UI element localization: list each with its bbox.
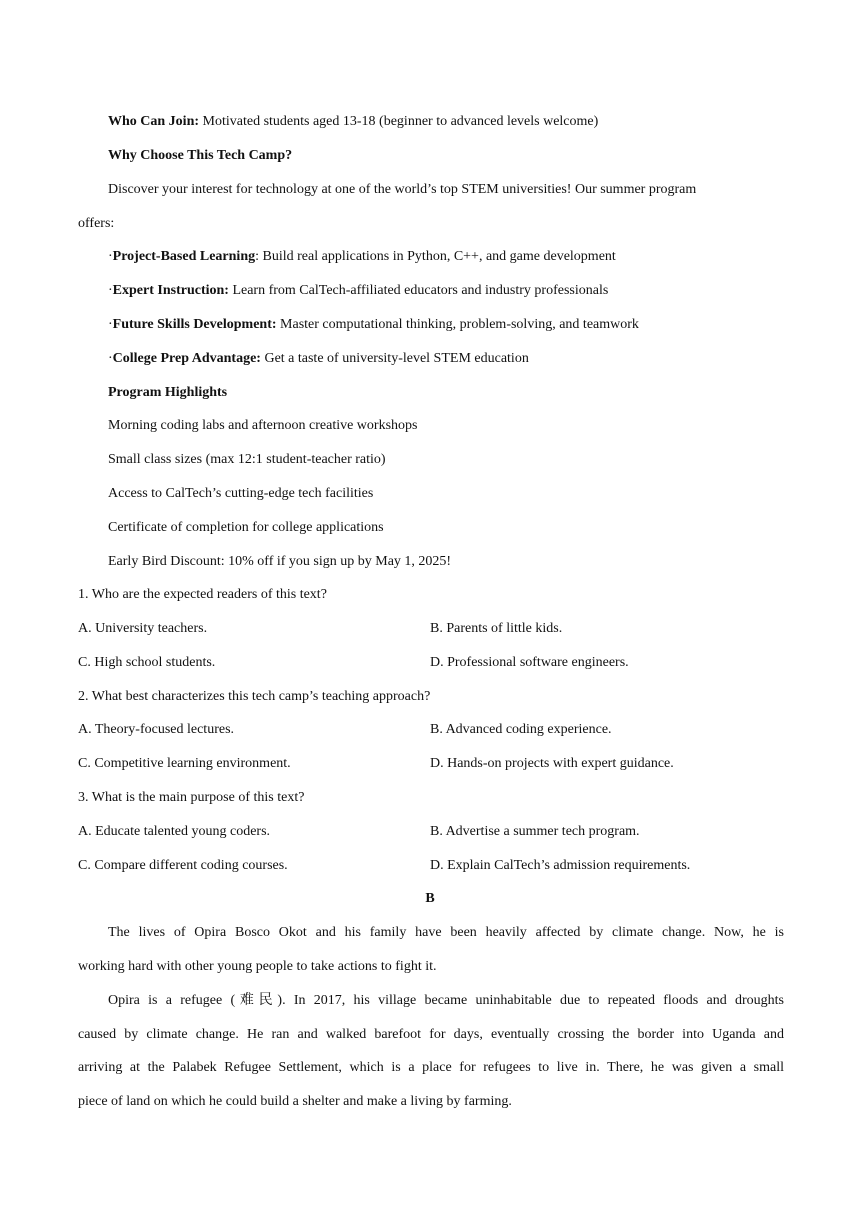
highlight-item: Morning coding labs and afternoon creative workshops <box>108 418 418 433</box>
who-can-join <box>108 112 598 132</box>
bullet-label: College Prep Advantage: <box>112 351 261 366</box>
question-2-option-c[interactable]: C. Competitive learning environment. <box>78 756 291 771</box>
paragraph-2-line-3: arriving at the Palabek Refugee Settlement, which is a place for refugees to live in. There, he was given a small <box>78 1060 784 1075</box>
early-bird-note: Early Bird Discount: 10% off if you sign up by May 1, 2025! <box>108 554 452 569</box>
question-2-option-a[interactable]: A. Theory-focused lectures. <box>78 722 235 737</box>
paragraph-2-line-4: piece of land on which he could build a shelter and make a living by farming. <box>78 1094 512 1109</box>
paragraph-1-line-2: working hard with other young people to take actions to fight it. <box>78 959 437 974</box>
bullet-text: Get a taste of university-level STEM education <box>260 351 529 366</box>
bullet-item <box>108 247 616 267</box>
highlight-item: Small class sizes (max 12:1 student-teacher ratio) <box>108 452 386 467</box>
section-heading-b: B <box>425 891 435 906</box>
highlight-item: Certificate of completion for college applications <box>108 520 384 535</box>
question-2-stem: 2. What best characterizes this tech camp’s teaching approach? <box>78 689 431 704</box>
paragraph-2-line-1: Opira is a refugee (难民). In 2017, his village became uninhabitable due to repeated floods and droughts <box>108 993 784 1008</box>
highlight-item: Access to CalTech’s cutting-edge tech facilities <box>108 486 374 501</box>
question-1-option-a[interactable]: A. University teachers. <box>78 621 208 636</box>
bullet-dot: · <box>108 317 113 332</box>
question-3-option-b[interactable]: B. Advertise a summer tech program. <box>430 824 640 839</box>
why-heading-text: Why Choose This Tech Camp? <box>108 148 293 163</box>
question-2-option-b[interactable]: B. Advanced coding experience. <box>430 722 612 737</box>
bullet-label: Future Skills Development: <box>112 317 277 332</box>
bullet-dot: · <box>108 283 113 298</box>
question-1-option-d[interactable]: D. Professional software engineers. <box>430 655 629 670</box>
discover-line-2: offers: <box>78 216 115 231</box>
why-heading <box>108 146 292 166</box>
question-3-option-a[interactable]: A. Educate talented young coders. <box>78 824 271 839</box>
question-3-option-c[interactable]: C. Compare different coding courses. <box>78 858 288 873</box>
paragraph-1-line-1: The lives of Opira Bosco Okot and his family have been heavily affected by climate change. Now, he is <box>108 925 784 940</box>
bullet-dot: · <box>108 351 113 366</box>
bullet-label: Expert Instruction: <box>112 283 229 298</box>
discover-line-1: Discover your interest for technology at one of the world’s top STEM universities! Our summer program <box>108 182 697 197</box>
bullet-dot: · <box>108 249 113 264</box>
question-1-stem: 1. Who are the expected readers of this text? <box>78 587 327 602</box>
question-2-option-d[interactable]: D. Hands-on projects with expert guidance. <box>430 756 674 771</box>
bullet-item <box>108 349 529 369</box>
question-3-stem: 3. What is the main purpose of this text? <box>78 790 305 805</box>
question-1-option-c[interactable]: C. High school students. <box>78 655 216 670</box>
who-label: Who Can Join: <box>108 114 200 129</box>
highlights-heading-text: Program Highlights <box>108 385 228 400</box>
bullet-item <box>108 315 639 335</box>
bullet-item <box>108 281 608 301</box>
bullet-text: : Build real applications in Python, C++, and game development <box>255 249 616 264</box>
question-3-option-d[interactable]: D. Explain CalTech’s admission requirements. <box>430 858 691 873</box>
bullet-label: Project-Based Learning <box>112 249 256 264</box>
bullet-text: Learn from CalTech-affiliated educators and industry professionals <box>228 283 609 298</box>
bullet-text: Master computational thinking, problem-solving, and teamwork <box>276 317 639 332</box>
question-1-option-b[interactable]: B. Parents of little kids. <box>430 621 563 636</box>
highlights-heading <box>108 383 227 403</box>
paragraph-2-line-2: caused by climate change. He ran and walked barefoot for days, eventually crossing the border into Uganda and <box>78 1027 784 1042</box>
who-text: Motivated students aged 13-18 (beginner to advanced levels welcome) <box>199 114 599 129</box>
